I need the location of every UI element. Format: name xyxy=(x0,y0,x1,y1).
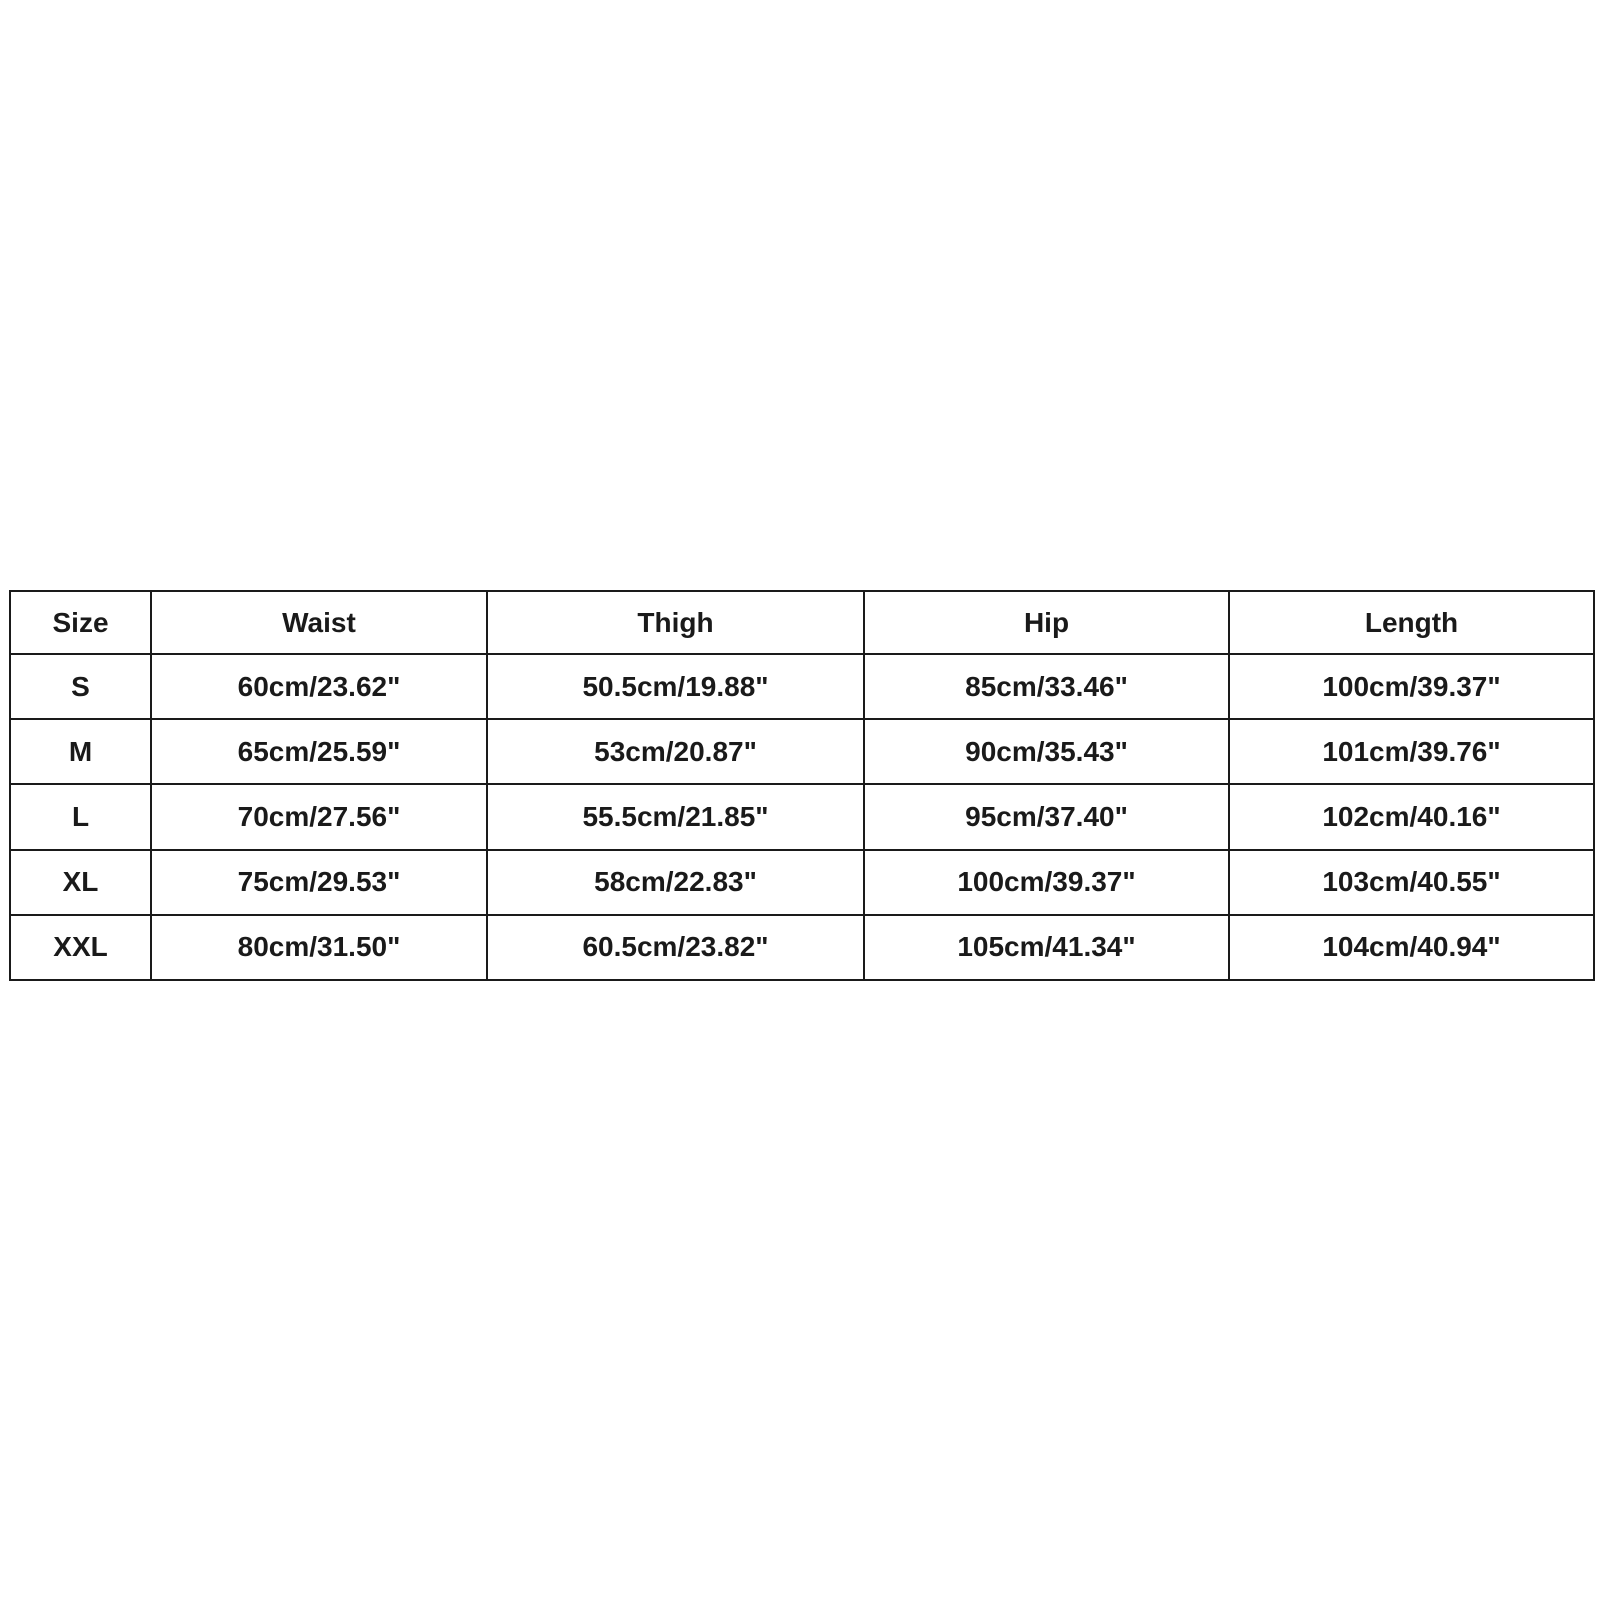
header-length: Length xyxy=(1229,591,1594,654)
table-row xyxy=(10,915,1594,980)
size-chart-table xyxy=(9,590,1595,981)
header-thigh: Thigh xyxy=(487,591,864,654)
hip-cell: 90cm/35.43" xyxy=(864,719,1229,784)
header-row xyxy=(10,591,1594,654)
header-hip: Hip xyxy=(864,591,1229,654)
size-cell: M xyxy=(10,719,151,784)
hip-cell: 85cm/33.46" xyxy=(864,654,1229,719)
length-cell: 102cm/40.16" xyxy=(1229,784,1594,849)
thigh-cell: 55.5cm/21.85" xyxy=(487,784,864,849)
waist-cell: 65cm/25.59" xyxy=(151,719,487,784)
waist-cell: 70cm/27.56" xyxy=(151,784,487,849)
length-cell: 104cm/40.94" xyxy=(1229,915,1594,980)
size-cell: S xyxy=(10,654,151,719)
header-waist: Waist xyxy=(151,591,487,654)
table-row xyxy=(10,850,1594,915)
thigh-cell: 50.5cm/19.88" xyxy=(487,654,864,719)
size-cell: XXL xyxy=(10,915,151,980)
thigh-cell: 60.5cm/23.82" xyxy=(487,915,864,980)
waist-cell: 75cm/29.53" xyxy=(151,850,487,915)
thigh-cell: 58cm/22.83" xyxy=(487,850,864,915)
length-cell: 101cm/39.76" xyxy=(1229,719,1594,784)
size-cell: XL xyxy=(10,850,151,915)
length-cell: 103cm/40.55" xyxy=(1229,850,1594,915)
hip-cell: 105cm/41.34" xyxy=(864,915,1229,980)
thigh-cell: 53cm/20.87" xyxy=(487,719,864,784)
size-cell: L xyxy=(10,784,151,849)
table-row xyxy=(10,719,1594,784)
table-row xyxy=(10,784,1594,849)
waist-cell: 80cm/31.50" xyxy=(151,915,487,980)
waist-cell: 60cm/23.62" xyxy=(151,654,487,719)
length-cell: 100cm/39.37" xyxy=(1229,654,1594,719)
table-row xyxy=(10,654,1594,719)
header-size: Size xyxy=(10,591,151,654)
hip-cell: 95cm/37.40" xyxy=(864,784,1229,849)
hip-cell: 100cm/39.37" xyxy=(864,850,1229,915)
